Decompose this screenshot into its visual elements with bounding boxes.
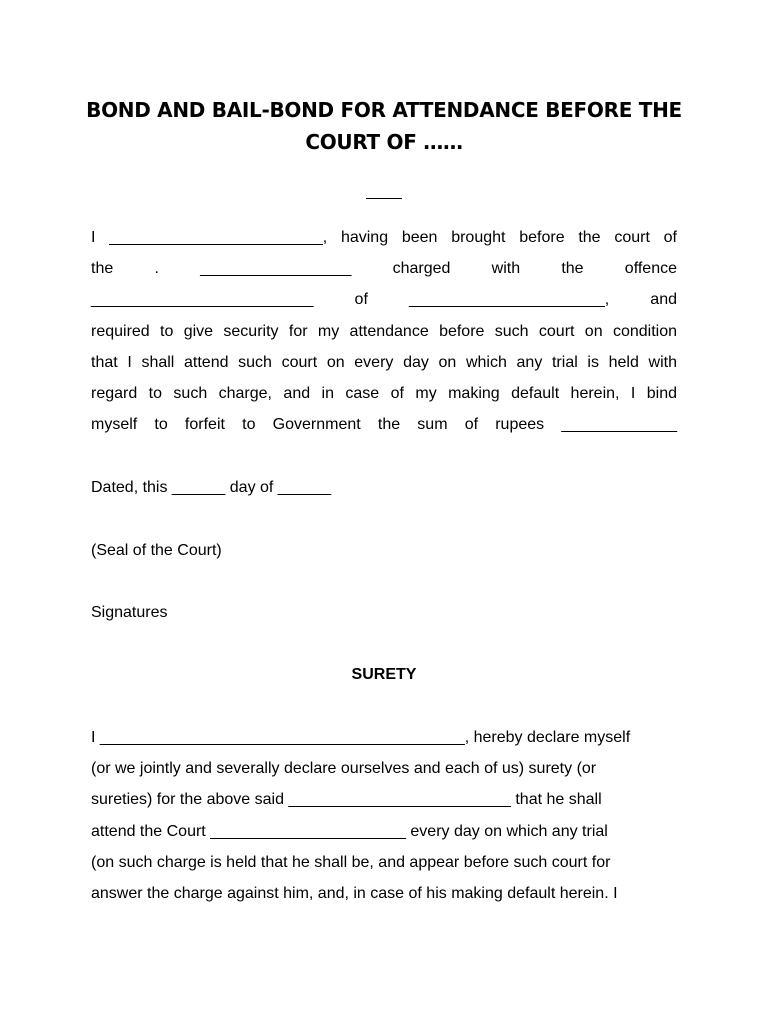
court-seal-line: (Seal of the Court): [91, 542, 222, 559]
bond-line-1: I ________________________, having been brought before the court of: [91, 229, 677, 246]
surety-line-6: answer the charge against him, and, in case of his making default herein. I: [91, 885, 618, 903]
surety-line-5: (on such charge is held that he shall be, and appear before such court for: [91, 853, 611, 871]
surety-line-2: (or we jointly and severally declare ourselves and each of us) surety (or: [91, 760, 597, 778]
bond-line-6: regard to such charge, and in case of my making default herein, I bind: [91, 385, 677, 403]
bond-line-7: myself to forfeit to Government the sum of rupees _____________: [91, 416, 677, 434]
bond-line-2: the . _________________ charged with the offence: [91, 260, 677, 278]
surety-line-1: I _________________________________________, hereby declare myself: [91, 729, 631, 746]
bond-paragraph: [91, 222, 677, 440]
surety-line-4: attend the Court ______________________ every day on which any trial: [91, 822, 608, 840]
surety-heading: SURETY: [351, 666, 417, 683]
document-title: [60, 94, 708, 158]
dated-line: Dated, this ______ day of ______: [91, 479, 332, 496]
bond-line-5: that I shall attend such court on every day on which any trial is held with: [91, 353, 677, 371]
bond-line-4: required to give security for my attendance before such court on condition: [91, 322, 677, 340]
surety-line-3: sureties) for the above said _________________________ that he shall: [91, 791, 602, 809]
bond-line-3: _________________________ of ______________________, and: [91, 291, 677, 309]
signatures-line: Signatures: [91, 604, 168, 621]
title-line-1: BOND AND BAIL-BOND FOR ATTENDANCE BEFORE THE: [86, 98, 682, 122]
title-line-2: COURT OF ……: [305, 130, 463, 154]
title-divider: ____: [366, 183, 402, 200]
surety-paragraph: [91, 722, 691, 909]
